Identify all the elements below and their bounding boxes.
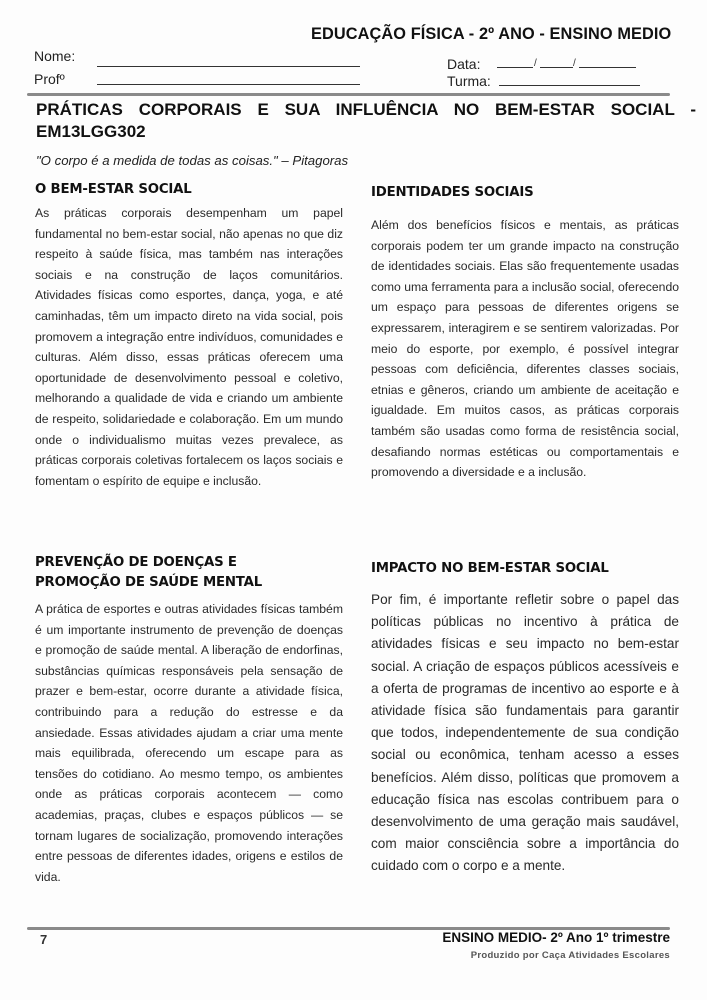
epigraph-quote: "O corpo é a medida de todas as coisas." – Pitagoras [36,153,349,168]
footer-level: ENSINO MEDIO- 2º Ano 1º trimestre [442,930,670,945]
name-label: Nome: [34,48,76,64]
skill-code: EM13LGG302 [36,122,146,141]
teacher-field[interactable] [97,84,360,85]
section-text: Além dos benefícios físicos e mentais, as práticas corporais podem ter um grande impacto na construção de identidades sociais. Elas são frequentemente usadas como uma ferramenta para a inclusão social, oferecendo um espaço para pessoas de diferentes origens se expressarem, interagirem e se sentirem valorizadas. Por meio do esporte, por exemplo, é possível integrar pessoas com deficiência, diferentes classes sociais, etnias e gêneros, criando um ambiente de aceitação e igualdade. Em muitos casos, as práticas corporais também são usadas como forma de resistência social, desafiando normas estéticas ou comportamentais e promovendo a diversidade e a inclusão. [371,218,679,480]
section-heading-line2: PROMOÇÃO DE SAÚDE MENTAL [35,575,263,590]
date-day-field[interactable] [497,67,533,68]
section-heading: O BEM-ESTAR SOCIAL [35,182,192,197]
section-heading: IDENTIDADES SOCIAIS [371,185,534,200]
class-label: Turma: [447,73,491,89]
header-divider [27,93,670,96]
section-heading: IMPACTO NO BEM-ESTAR SOCIAL [371,561,609,576]
section-impacto [371,559,679,878]
date-separator: / [573,58,576,69]
section-bem-estar-social [35,180,343,491]
footer-credit: Produzido por Caça Atividades Escolares [470,950,670,961]
date-year-field[interactable] [579,67,636,68]
section-text: A prática de esportes e outras atividades físicas também é um importante instrumento de prevenção de doenças e promoção de saúde mental. A liberação de endorfinas, substâncias químicas responsáveis pela sensação de prazer e bem-estar, ocorre durante a atividade física, contribuindo para a redução do estresse e da ansiedade. Essas atividades ajudam a criar uma mente mais equilibrada, oferecendo um escape para as tensões do cotidiano. Ao mesmo tempo, os ambientes onde as práticas corporais acontecem — como academias, praças, clubes e espaços públicos — se tornam lugares de socialização, promovendo interações entre pessoas de diferentes idades, origens e estilos de vida. [35,602,343,884]
teacher-label: Profº [34,71,65,87]
name-field[interactable] [97,66,360,67]
date-label: Data: [447,56,481,72]
main-title: PRÁTICAS CORPORAIS E SUA INFLUÊNCIA NO BEM-ESTAR SOCIAL - [36,100,696,119]
document-title: EDUCAÇÃO FÍSICA - 2º ANO - ENSINO MEDIO [310,24,671,43]
date-month-field[interactable] [540,67,573,68]
page-number: 7 [40,932,48,947]
section-heading-line1: PREVENÇÃO DE DOENÇAS E [35,555,237,570]
section-text: Por fim, é importante refletir sobre o papel das políticas públicas no incentivo à prática de atividades físicas e seu impacto no bem-estar social. A criação de espaços públicos acessíveis e a oferta de programas de incentivo ao esporte e à atividade física são fundamentais para garantir que todos, independentemente de sua condição social ou econômica, tenham acesso a esses benefícios. Além disso, políticas que promovem a educação física nas escolas contribuem para o desenvolvimento de uma geração mais saudável, com maior consciência sobre a importância do cuidado com o corpo e a mente. [371,592,679,874]
class-field[interactable] [499,85,640,86]
section-prevencao-doencas [35,553,343,887]
section-identidades-sociais [371,183,679,483]
date-separator: / [534,58,537,69]
section-text: As práticas corporais desempenham um papel fundamental no bem-estar social, não apenas no que diz respeito à saúde física, mas também nas interações sociais e na construção de laços comunitários. Atividades físicas como esportes, dança, yoga, e até caminhadas, têm um impacto direto na vida social, pois promovem a integração entre indivíduos, comunidades e culturas. Além disso, essas práticas oferecem uma oportunidade de desenvolvimento pessoal e coletivo, melhorando a qualidade de vida e criando um ambiente de respeito, solidariedade e colaboração. Em um mundo onde o individualismo muitas vezes prevalece, as práticas corporais coletivas fortalecem os laços sociais e fomentam o espírito de equipe e inclusão. [35,206,343,488]
